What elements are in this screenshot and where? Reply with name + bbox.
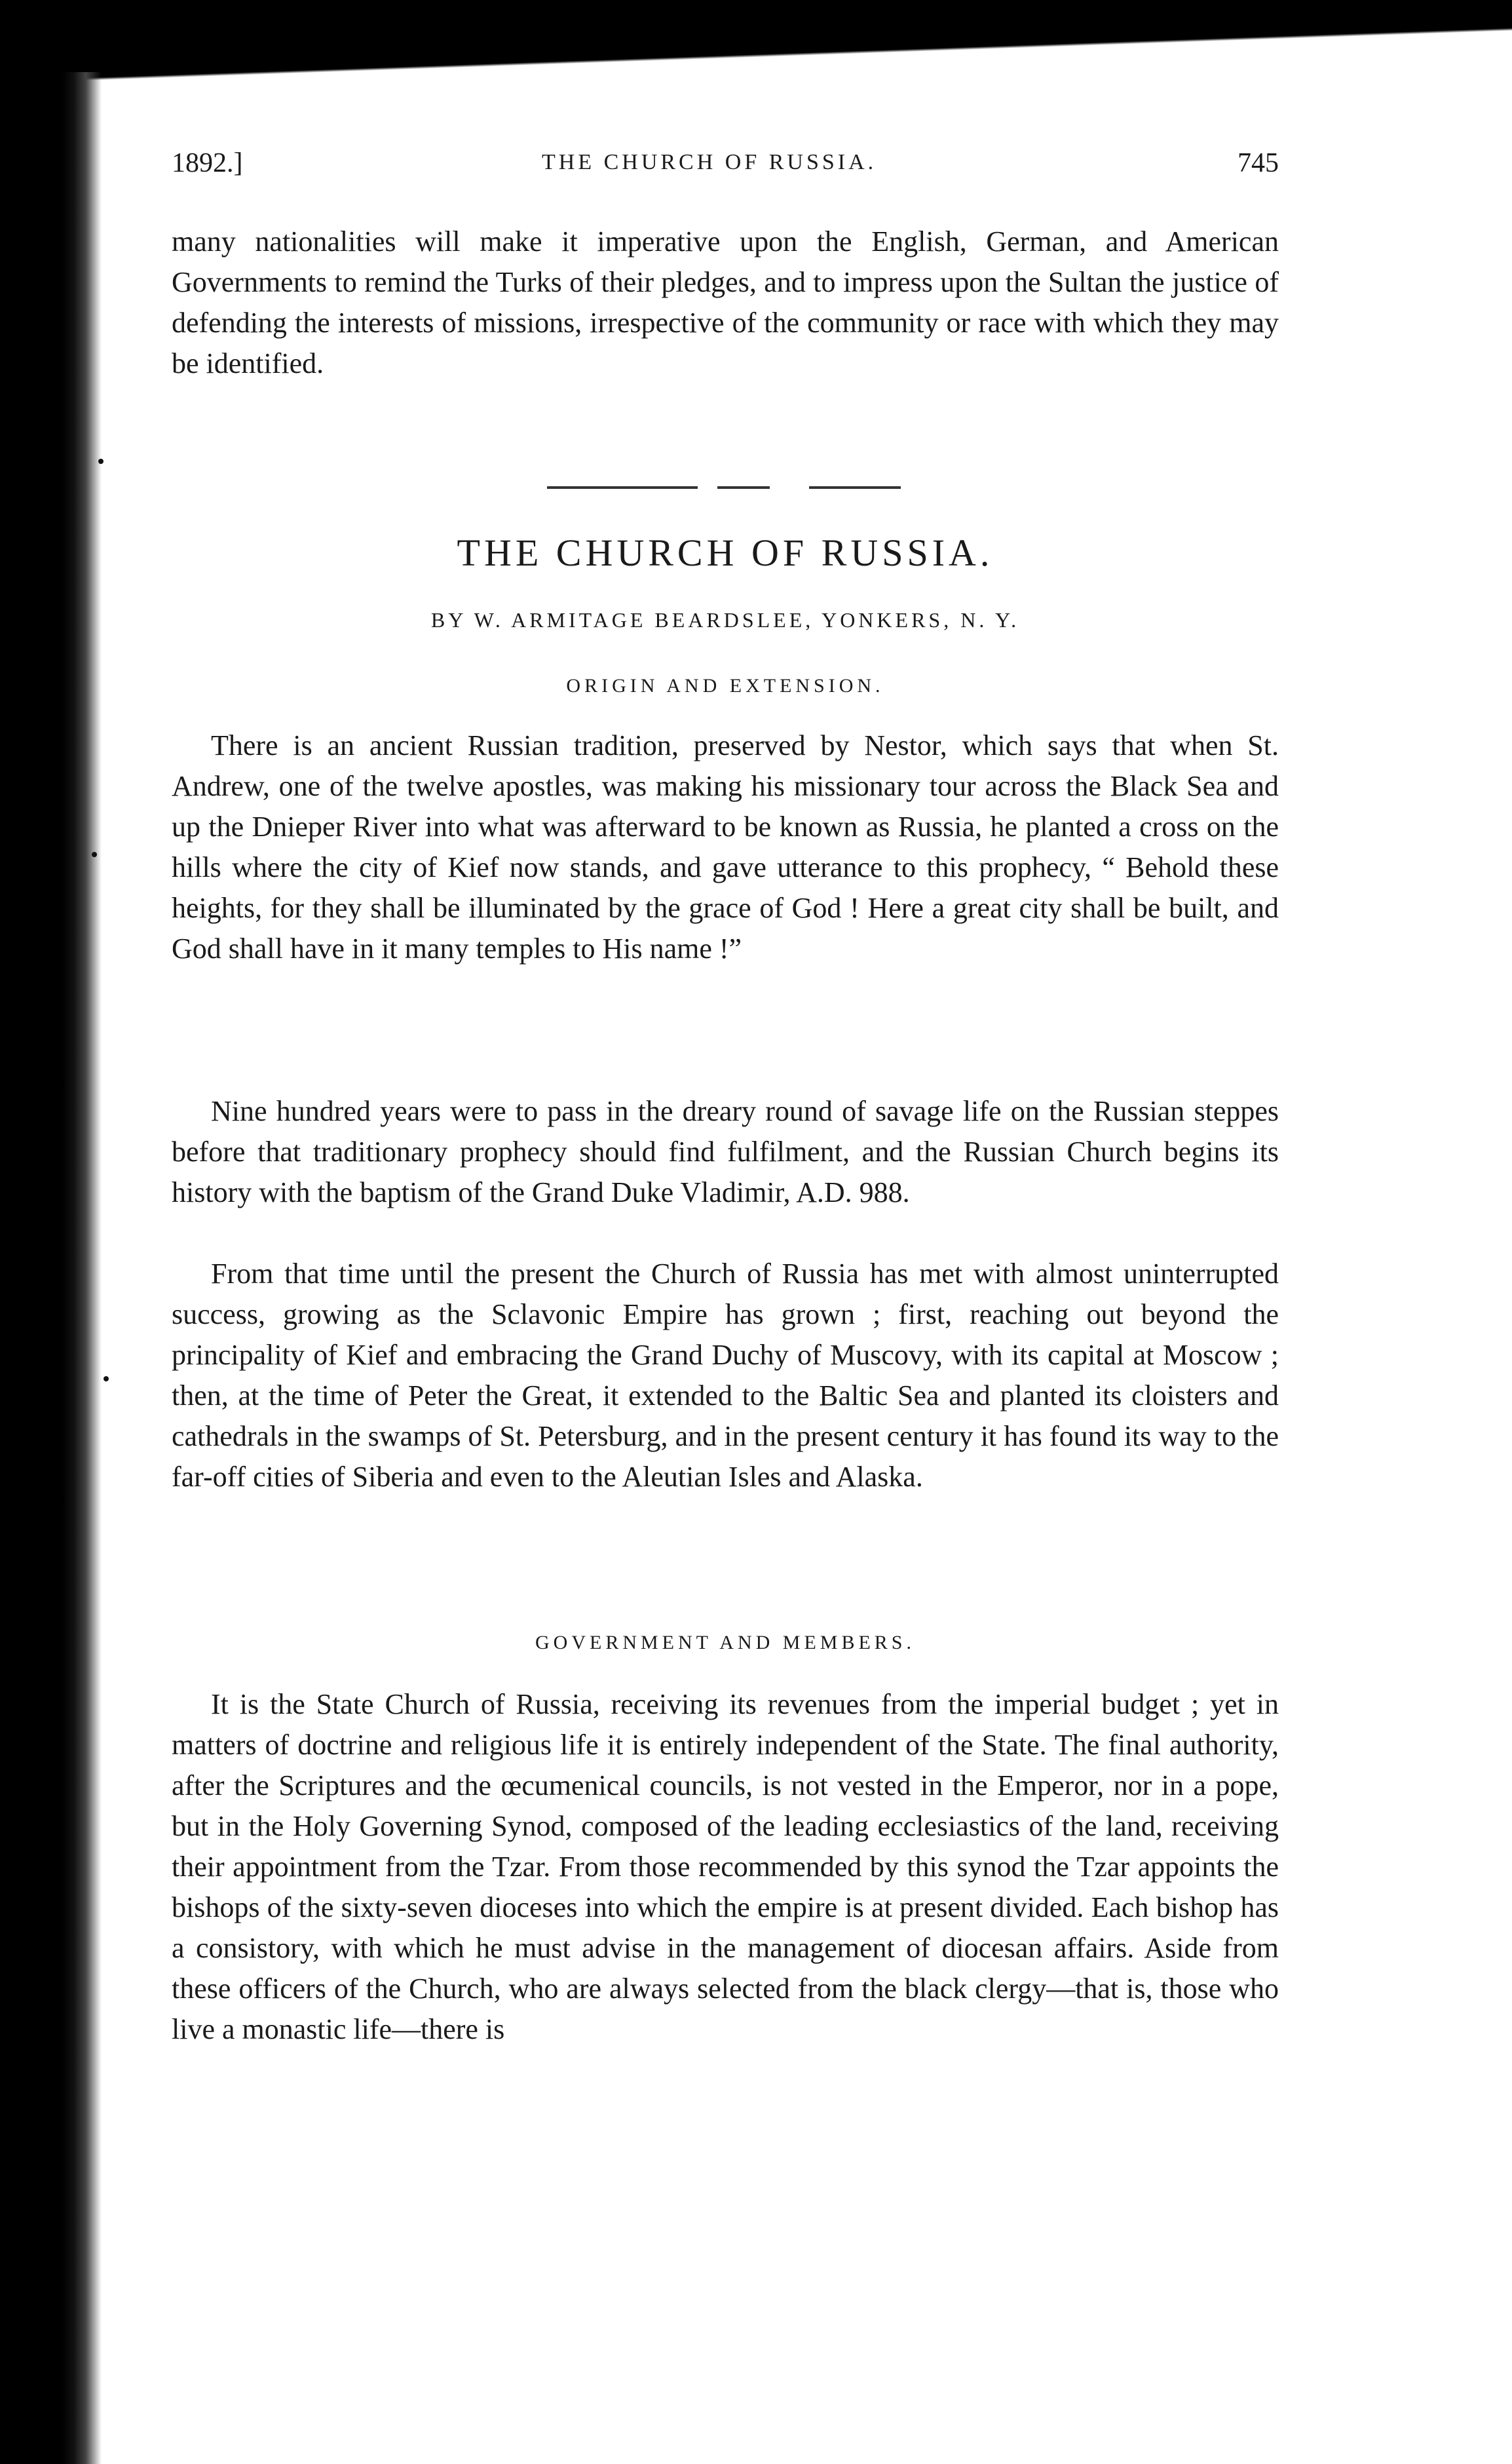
paragraph-1: There is an ancient Russian tradition, preserved by Nestor, which says that when St. Andrew, one of the twelve apostles, was making his missionary tour across the Black Sea and up the Dnieper River into what was afterward to be known as Russia, he planted a cross on the hills where the city of Kief now stands, and gave utterance to this prophecy, “ Behold these heights, for they shall be illuminated by the grace of God ! Here a great city shall be built, and God shall have in it many temples to His name !” [172,729,1279,965]
running-title: THE CHURCH OF RUSSIA. [542,150,877,174]
section-divider [547,486,901,489]
page-header [172,147,1279,187]
section-heading-government: GOVERNMENT AND MEMBERS. [535,1632,915,1653]
paragraph-4: It is the State Church of Russia, receiving its revenues from the imperial budget ; yet in matters of doctrine and religious life it is entirely independent of the State. The final authority, after the Scriptures and the œcumenical councils, is not vested in the Emperor, nor in a pope, but in the Holy Governing Synod, composed of the leading ecclesiastics of the land, receiving their appointment from the Tzar. From those recommended by this synod the Tzar appoints the bishops of the sixty-seven dioceses into which the empire is at present divided. Each bishop has a consistory, with which he must advise in the management of diocesan affairs. Aside from these officers of the Church, who are always selected from the black clergy—that is, those who live a monastic life—there is [172,1688,1279,2045]
article-byline: BY W. ARMITAGE BEARDSLEE, YONKERS, N. Y. [430,608,1020,632]
section-heading-origin: ORIGIN AND EXTENSION. [566,675,884,697]
scan-speck [92,852,97,857]
paragraph-2: Nine hundred years were to pass in the dreary round of savage life on the Russian steppes before that traditionary prophecy should find fulfilment, and the Russian Church begins its history with the baptism of the Grand Duke Vladimir, A.D. 988. [172,1095,1279,1208]
scan-border-left-shadow [62,72,102,2464]
scan-border-left [0,0,62,2464]
paragraph-3: From that time until the present the Church of Russia has met with almost uninterrupted success, growing as the Sclavonic Empire has grown ; first, reaching out beyond the principality of Kief and embracing the Grand Duchy of Muscovy, with its capital at Moscow ; then, at the time of Peter the Great, it extended to the Baltic Sea and planted its cloisters and cathedrals in the swamps of St. Petersburg, and in the present century it has found its way to the far-off cities of Siberia and even to the Aleutian Isles and Alaska. [172,1258,1279,1493]
intro-paragraph: many nationalities will make it imperative upon the English, German, and American Governments to remind the Turks of their pledges, and to impress upon the Sultan the justice of defending the interests of missions, irrespective of the community or race with which they may be identified. [172,225,1279,379]
scan-border-top-edge [0,0,1512,82]
scan-speck [104,1376,109,1381]
article-title: THE CHURCH OF RUSSIA. [457,531,994,574]
page-number: 745 [1238,148,1279,178]
scan-speck [98,459,104,464]
header-year: 1892.] [172,148,243,178]
